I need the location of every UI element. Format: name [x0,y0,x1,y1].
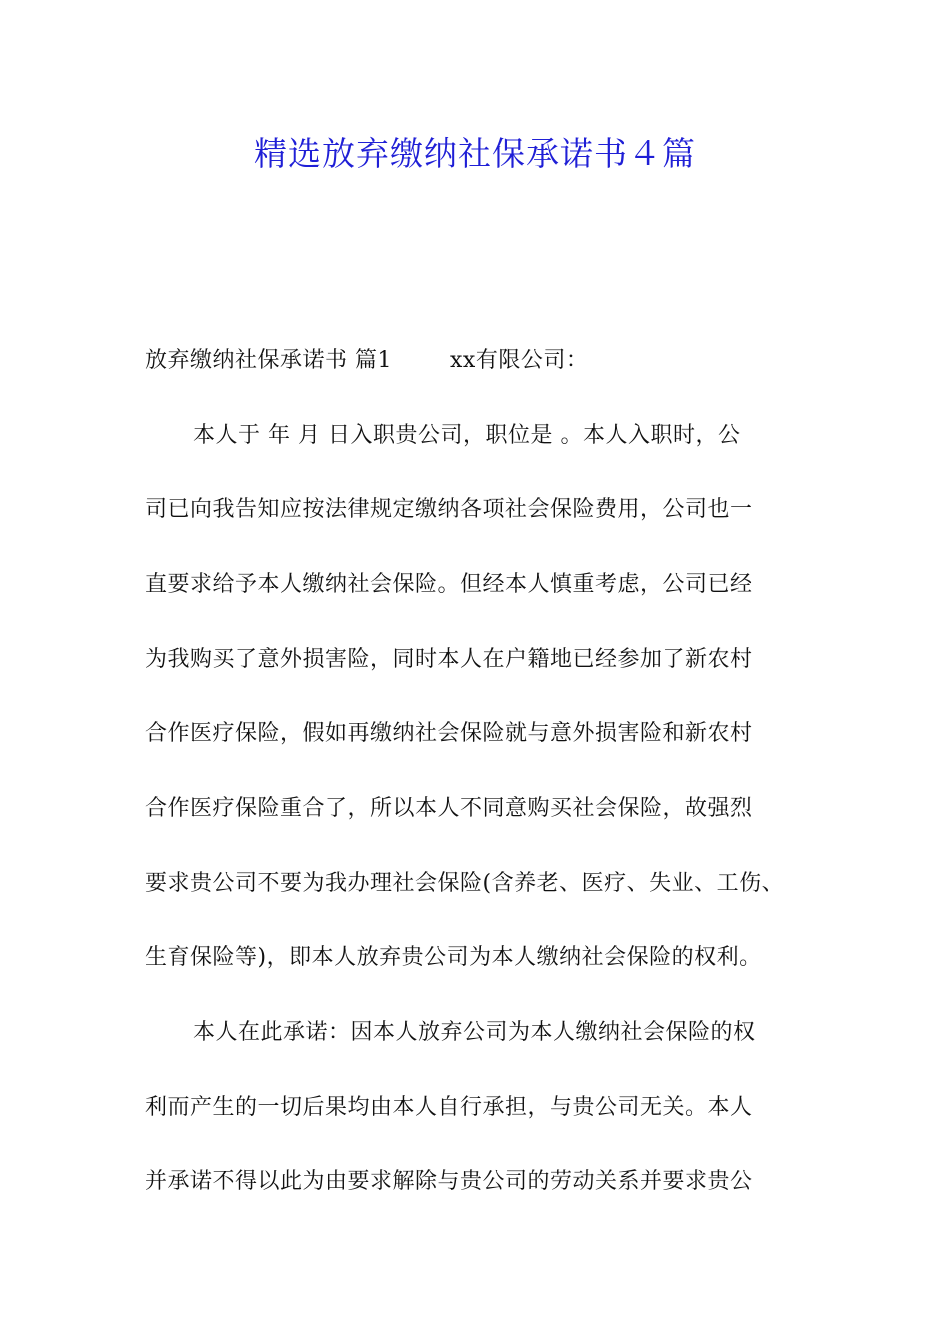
body-line: 本人在此承诺：因本人放弃公司为本人缴纳社会保险的权 [193,1020,756,1045]
body-line: 要求贵公司不要为我办理社会保险(含养老、医疗、失业、工伤、 [145,871,785,896]
body-line: 合作医疗保险，假如再缴纳社会保险就与意外损害险和新农村 [145,721,753,746]
body-line: 利而产生的一切后果均由本人自行承担，与贵公司无关。本人 [145,1095,753,1120]
body-line: 司已向我告知应按法律规定缴纳各项社会保险费用，公司也一 [145,497,753,522]
body-line: 直要求给予本人缴纳社会保险。但经本人慎重考虑，公司已经 [145,572,753,597]
body-line: 为我购买了意外损害险，同时本人在户籍地已经参加了新农村 [145,647,753,672]
body-line: 生育保险等)，即本人放弃贵公司为本人缴纳社会保险的权利。 [145,945,762,970]
section-heading: 放弃缴纳社保承诺书 篇1 [145,348,392,373]
section-heading-line [145,346,588,376]
body-line: 本人于 年 月 日入职贵公司，职位是 。本人入职时，公 [193,423,741,448]
body-line: 合作医疗保险重合了，所以本人不同意购买社会保险，故强烈 [145,796,753,821]
body-line: 并承诺不得以此为由要求解除与贵公司的劳动关系并要求贵公 [145,1169,753,1194]
addressee: xx有限公司： [450,348,589,373]
document-title: 精选放弃缴纳社保承诺书４篇 [254,134,696,173]
